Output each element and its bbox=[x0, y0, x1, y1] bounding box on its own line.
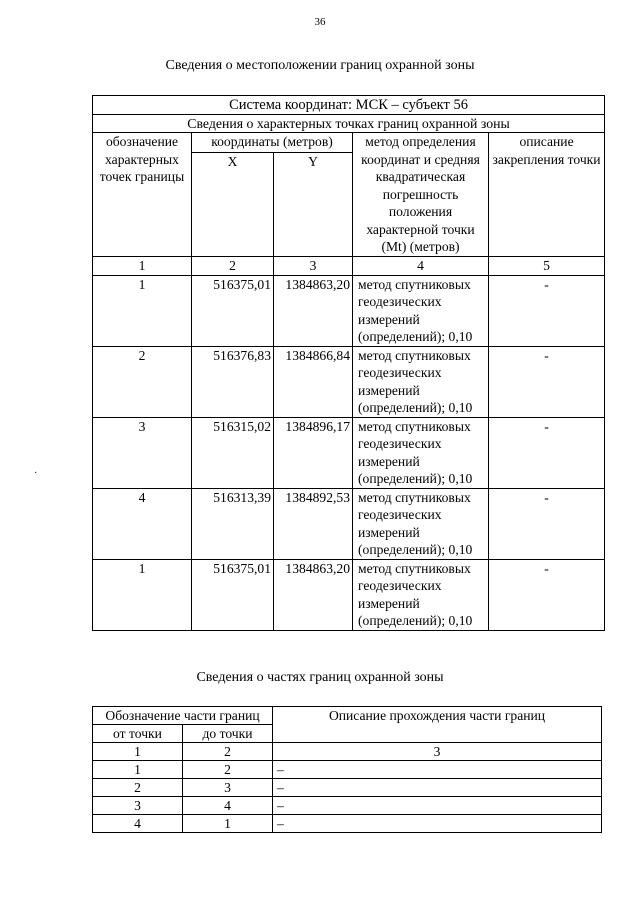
to-point: 1 bbox=[183, 815, 273, 833]
point-id: 4 bbox=[93, 488, 192, 559]
coordinate-system: Система координат: МСК – субъект 56 bbox=[93, 96, 605, 115]
point-description: - bbox=[489, 488, 605, 559]
parts-heading: Сведения о частях границ охранной зоны bbox=[196, 670, 444, 685]
index-cell: 2 bbox=[183, 743, 273, 761]
index-cell: 2 bbox=[192, 256, 274, 275]
point-id: 1 bbox=[93, 559, 192, 630]
table-row bbox=[93, 559, 605, 630]
coord-y: 1384863,20 bbox=[274, 559, 353, 630]
method-text: метод спутниковых геодезических измерений (определений); 0,10 bbox=[353, 417, 489, 488]
boundary-parts-table bbox=[92, 706, 602, 833]
method-text: метод спутниковых геодезических измерений (определений); 0,10 bbox=[353, 559, 489, 630]
from-point: 2 bbox=[93, 779, 183, 797]
point-id: 3 bbox=[93, 417, 192, 488]
header-coordinates: координаты (метров) bbox=[192, 133, 353, 153]
table-row bbox=[93, 346, 605, 417]
part-description: – bbox=[273, 779, 602, 797]
table-row bbox=[93, 488, 605, 559]
method-text: метод спутниковых геодезических измерений (определений); 0,10 bbox=[353, 275, 489, 346]
part-description: – bbox=[273, 761, 602, 779]
point-description: - bbox=[489, 559, 605, 630]
coord-x: 516375,01 bbox=[192, 559, 274, 630]
to-point: 4 bbox=[183, 797, 273, 815]
from-point: 3 bbox=[93, 797, 183, 815]
point-id: 2 bbox=[93, 346, 192, 417]
coord-y: 1384866,84 bbox=[274, 346, 353, 417]
header-from-point: от точки bbox=[93, 725, 183, 743]
table-row bbox=[93, 275, 605, 346]
header-point-designation: обозначение характерных точек границы bbox=[93, 133, 192, 257]
method-text: метод спутниковых геодезических измерений (определений); 0,10 bbox=[353, 346, 489, 417]
to-point: 2 bbox=[183, 761, 273, 779]
part-description: – bbox=[273, 797, 602, 815]
from-point: 1 bbox=[93, 761, 183, 779]
header-to-point: до точки bbox=[183, 725, 273, 743]
point-description: - bbox=[489, 417, 605, 488]
page-number: 36 bbox=[314, 16, 326, 28]
header-method: метод определения координат и средняя квадратическая погрешность положения характерной точки (Mt) (метров) bbox=[353, 133, 489, 257]
table-row bbox=[93, 797, 602, 815]
coord-x: 516376,83 bbox=[192, 346, 274, 417]
table-row bbox=[93, 779, 602, 797]
method-text: метод спутниковых геодезических измерений (определений); 0,10 bbox=[353, 488, 489, 559]
point-description: - bbox=[489, 346, 605, 417]
table-row bbox=[93, 761, 602, 779]
index-cell: 4 bbox=[353, 256, 489, 275]
coord-y: 1384863,20 bbox=[274, 275, 353, 346]
margin-dot: · bbox=[34, 468, 38, 479]
from-point: 4 bbox=[93, 815, 183, 833]
index-cell: 3 bbox=[273, 743, 602, 761]
table-subtitle: Сведения о характерных точках границ охранной зоны bbox=[93, 115, 605, 133]
header-description: описание закрепления точки bbox=[489, 133, 605, 257]
coord-y: 1384892,53 bbox=[274, 488, 353, 559]
location-heading: Сведения о местоположении границ охранной зоны bbox=[165, 58, 475, 73]
coord-x: 516375,01 bbox=[192, 275, 274, 346]
index-cell: 1 bbox=[93, 743, 183, 761]
index-cell: 5 bbox=[489, 256, 605, 275]
index-cell: 1 bbox=[93, 256, 192, 275]
header-x: X bbox=[192, 152, 274, 256]
coord-y: 1384896,17 bbox=[274, 417, 353, 488]
table-row bbox=[93, 417, 605, 488]
to-point: 3 bbox=[183, 779, 273, 797]
index-cell: 3 bbox=[274, 256, 353, 275]
point-description: - bbox=[489, 275, 605, 346]
table-row bbox=[93, 815, 602, 833]
coord-x: 516313,39 bbox=[192, 488, 274, 559]
part-description: – bbox=[273, 815, 602, 833]
header-part-designation: Обозначение части границ bbox=[93, 707, 273, 725]
header-y: Y bbox=[274, 152, 353, 256]
point-id: 1 bbox=[93, 275, 192, 346]
header-part-description: Описание прохождения части границ bbox=[273, 707, 602, 743]
boundary-points-table bbox=[92, 95, 605, 631]
coord-x: 516315,02 bbox=[192, 417, 274, 488]
